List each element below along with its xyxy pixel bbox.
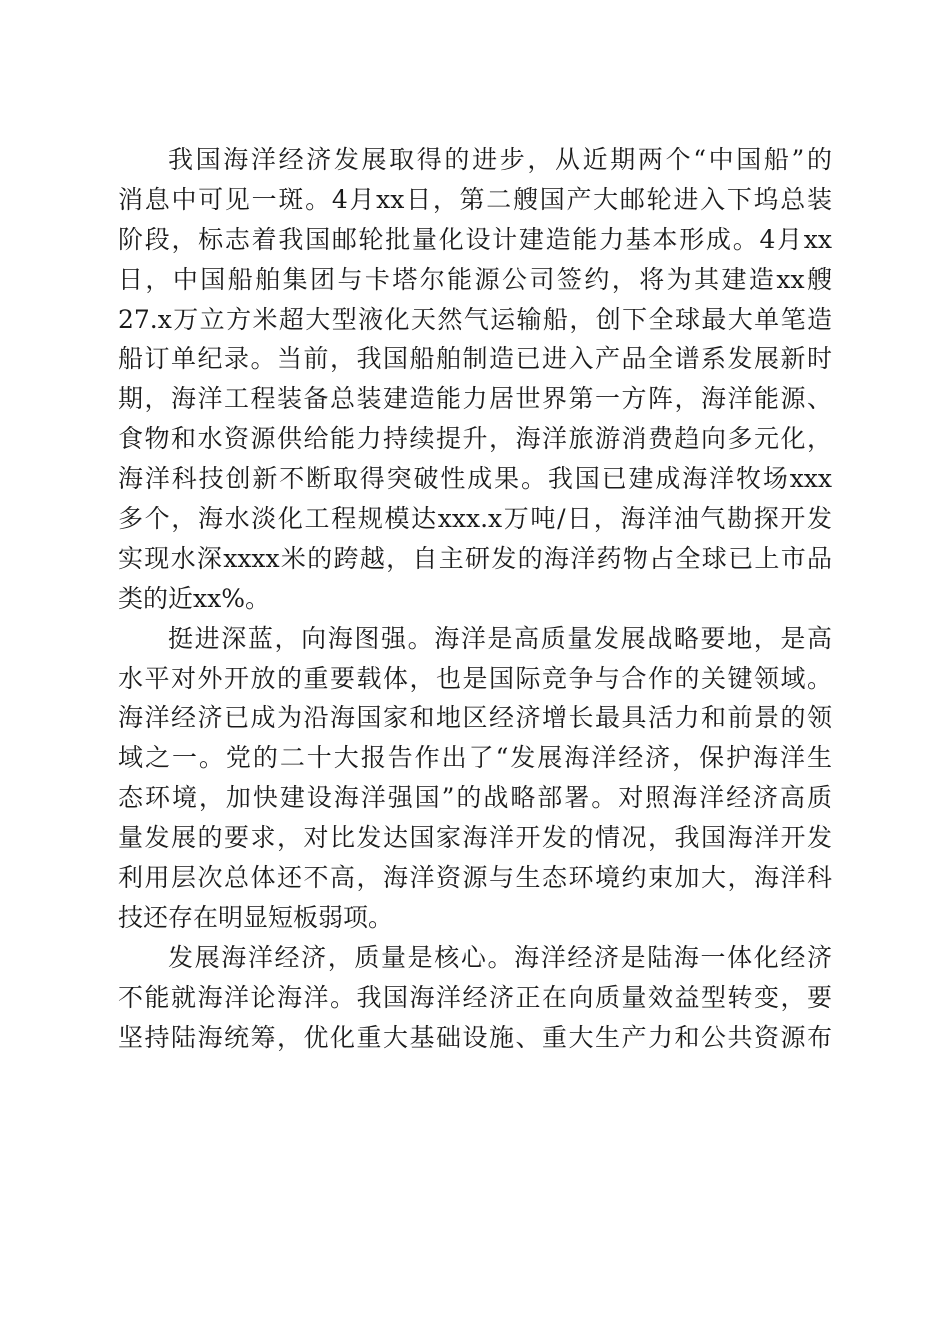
- paragraph-line: 海洋经济已成为沿海国家和地区经济增长最具活力和前景的领: [118, 703, 832, 733]
- paragraph-line: 实现水深xxxx米的跨越，自主研发的海洋药物占全球已上市品: [118, 543, 832, 573]
- paragraph-line: 我国海洋经济发展取得的进步，从近期两个“中国船”的: [168, 145, 832, 174]
- paragraph-line: 期，海洋工程装备总装建造能力居世界第一方阵，海洋能源、: [118, 384, 832, 414]
- paragraph-line: 坚持陆海统筹，优化重大基础设施、重大生产力和公共资源布: [118, 1022, 832, 1052]
- paragraph-line: 利用层次总体还不高，海洋资源与生态环境约束加大，海洋科: [118, 863, 832, 893]
- paragraph-line: 消息中可见一斑。4月xx日，第二艘国产大邮轮进入下坞总装: [118, 184, 832, 214]
- paragraph-line: 多个，海水淡化工程规模达xxx.x万吨/日，海洋油气勘探开发: [118, 504, 832, 534]
- paragraph-1: [118, 140, 832, 619]
- paragraph-line: 阶段，标志着我国邮轮批量化设计建造能力基本形成。4月xx: [118, 224, 832, 254]
- paragraph-line: 量发展的要求，对比发达国家海洋开发的情况，我国海洋开发: [118, 823, 832, 853]
- paragraph-line: 水平对外开放的重要载体，也是国际竞争与合作的关键领域。: [118, 663, 832, 693]
- paragraph-line: 船订单纪录。当前，我国船舶制造已进入产品全谱系发展新时: [118, 344, 832, 374]
- paragraph-line: 不能就海洋论海洋。我国海洋经济正在向质量效益型转变，要: [118, 982, 832, 1012]
- paragraph-line: 食物和水资源供给能力持续提升，海洋旅游消费趋向多元化，: [118, 424, 832, 454]
- paragraph-line: 态环境，加快建设海洋强国”的战略部署。对照海洋经济高质: [118, 783, 832, 813]
- paragraph-line: 类的近xx%。: [118, 583, 270, 613]
- paragraph-line: 海洋科技创新不断取得突破性成果。我国已建成海洋牧场xxx: [118, 464, 832, 494]
- paragraph-2: [118, 619, 832, 938]
- document-body: [118, 140, 832, 1057]
- paragraph-3: [118, 938, 832, 1058]
- paragraph-line: 技还存在明显短板弱项。: [118, 902, 394, 932]
- paragraph-line: 27.x万立方米超大型液化天然气运输船，创下全球最大单笔造: [118, 304, 832, 334]
- paragraph-line: 日，中国船舶集团与卡塔尔能源公司签约，将为其建造xx艘: [118, 264, 832, 294]
- paragraph-line: 发展海洋经济，质量是核心。海洋经济是陆海一体化经济: [168, 942, 832, 972]
- paragraph-line: 挺进深蓝，向海图强。海洋是高质量发展战略要地，是高: [168, 623, 832, 653]
- paragraph-line: 域之一。党的二十大报告作出了“发展海洋经济，保护海洋生: [118, 743, 832, 773]
